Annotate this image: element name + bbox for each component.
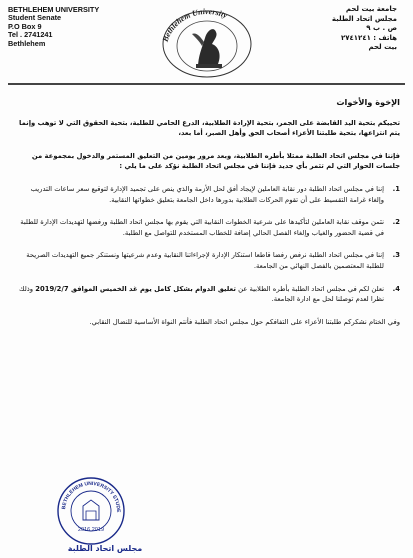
list-item-number: 2. (392, 218, 400, 227)
student-senate-ar: مجلس اتحاد الطلبة (331, 14, 397, 23)
intro-paragraph: فإننا في مجلس اتحاد الطلبة ممثلا بأطره الطلابية، وبعد مرور يومين من التعليق المستمر والدخول بمجموعة من جلسات الحوار التي لم تثمر بأي جديد فإننا في مجلس اتحاد الطلبة نؤكد على ما يلي : (31, 151, 400, 171)
list-item-number: 4. (392, 284, 400, 293)
list-item (14, 217, 400, 238)
stamp-ring-text: BETHLEHEM UNIVERSITY STUDE (61, 480, 122, 513)
list-item-text-prefix: نعلن لكم في مجلس اتحاد الطلبة بأطره الطلابية عن (238, 284, 384, 293)
po-box-en: P.O Box 9 (8, 21, 42, 31)
telephone-en: Tel . 2741241 (8, 30, 53, 40)
telephone-ar: هاتف : ٢٧٤١٢٤١ (340, 33, 397, 42)
letterhead-english (8, 6, 128, 48)
list-item (14, 184, 400, 205)
stamp-years: 2016 2019 (78, 527, 104, 533)
closing-paragraph: وفي الختام نشكركم طلبتنا الأعزاء على التفافكم حول مجلس اتحاد الطلبة فأنتم النواة الأساسية للنضال النقابي. (89, 317, 400, 326)
greeting-paragraph: تحييكم بتحية اليد القابضة على الجمر، بتحية الإرادة الطلابية، الدرع الحامي للطلبة، بتحية الحقوق التي لا توهب وإنما يتم انتزاعها، بتحية طلبتنا الأعزاء أصحاب الحق وأهل الصبر، أما بعد، (19, 118, 400, 138)
list-item-text-suffix: وذلك نظرا لعدم توصلنا لحل مع ادارة الجامعة. (18, 284, 384, 304)
university-name-en: BETHLEHEM UNIVERSITY (8, 5, 100, 14)
suspension-announcement: تعليق الدوام بشكل كامل يوم غد الخميس الموافق 2019/2/7 (35, 284, 236, 293)
university-name-ar: جامعة بيت لحم (345, 5, 397, 13)
letter-body (14, 94, 400, 327)
svg-text:BETHLEHEM UNIVERSITY STUDENT S (56, 476, 121, 513)
list-item-text: إننا في مجلس اتحاد الطلبة نرفض رفضا قاطعا استنكار الإدارة لإجراءاتنا النقابية وعدم شرعيتها ونستنكر جميع التهديدات الصريحة للطلبة المعتصمين بالفصل النهائي من الجامعة. (26, 251, 384, 270)
list-item-text: نثمن موقف نقابة العاملين لتأكيدها على شرعية الخطوات النقابية التي يقوم بها مجلس اتحاد الطلبة ورفضها لتهديدات الإدارة للطلبة في قضية الحضور والغياب وإلغاء الفصل الحالي إضافة للخطاب المستخدم للتواصل مع الطلبة. (20, 218, 384, 237)
university-logo (152, 2, 262, 78)
list-item-number: 3. (392, 251, 400, 260)
list-item (14, 284, 400, 305)
logo-text: Bethlehem University (160, 6, 229, 43)
stamp-label: مجلس اتحاد الطلبة (67, 544, 143, 553)
po-box-ar: ص . ب ٩ (366, 24, 397, 33)
letterhead-arabic (287, 5, 397, 53)
student-senate-en: Student Senate (8, 13, 62, 23)
salutation: الإخوة والأخوات (336, 97, 400, 107)
city-ar: بيت لحم (368, 43, 397, 52)
city-en: Bethlehem (8, 38, 46, 48)
list-item-number: 1. (392, 184, 400, 193)
student-senate-stamp (56, 476, 126, 546)
list-item-text: إننا في مجلس اتحاد الطلبة دور نقابة العاملين لإيجاد أفق لحل الأزمة والذي ينص على تجميد الإدارة لتوقيع سعر ساعات التدريب وإلغاء غرامة التقسيط على أن تقوم الحركات الطلابية بدورها داخل الجامعة بتعليق خطواتها النقابية. (30, 184, 384, 204)
header-divider (8, 83, 405, 85)
list-item (14, 250, 400, 271)
